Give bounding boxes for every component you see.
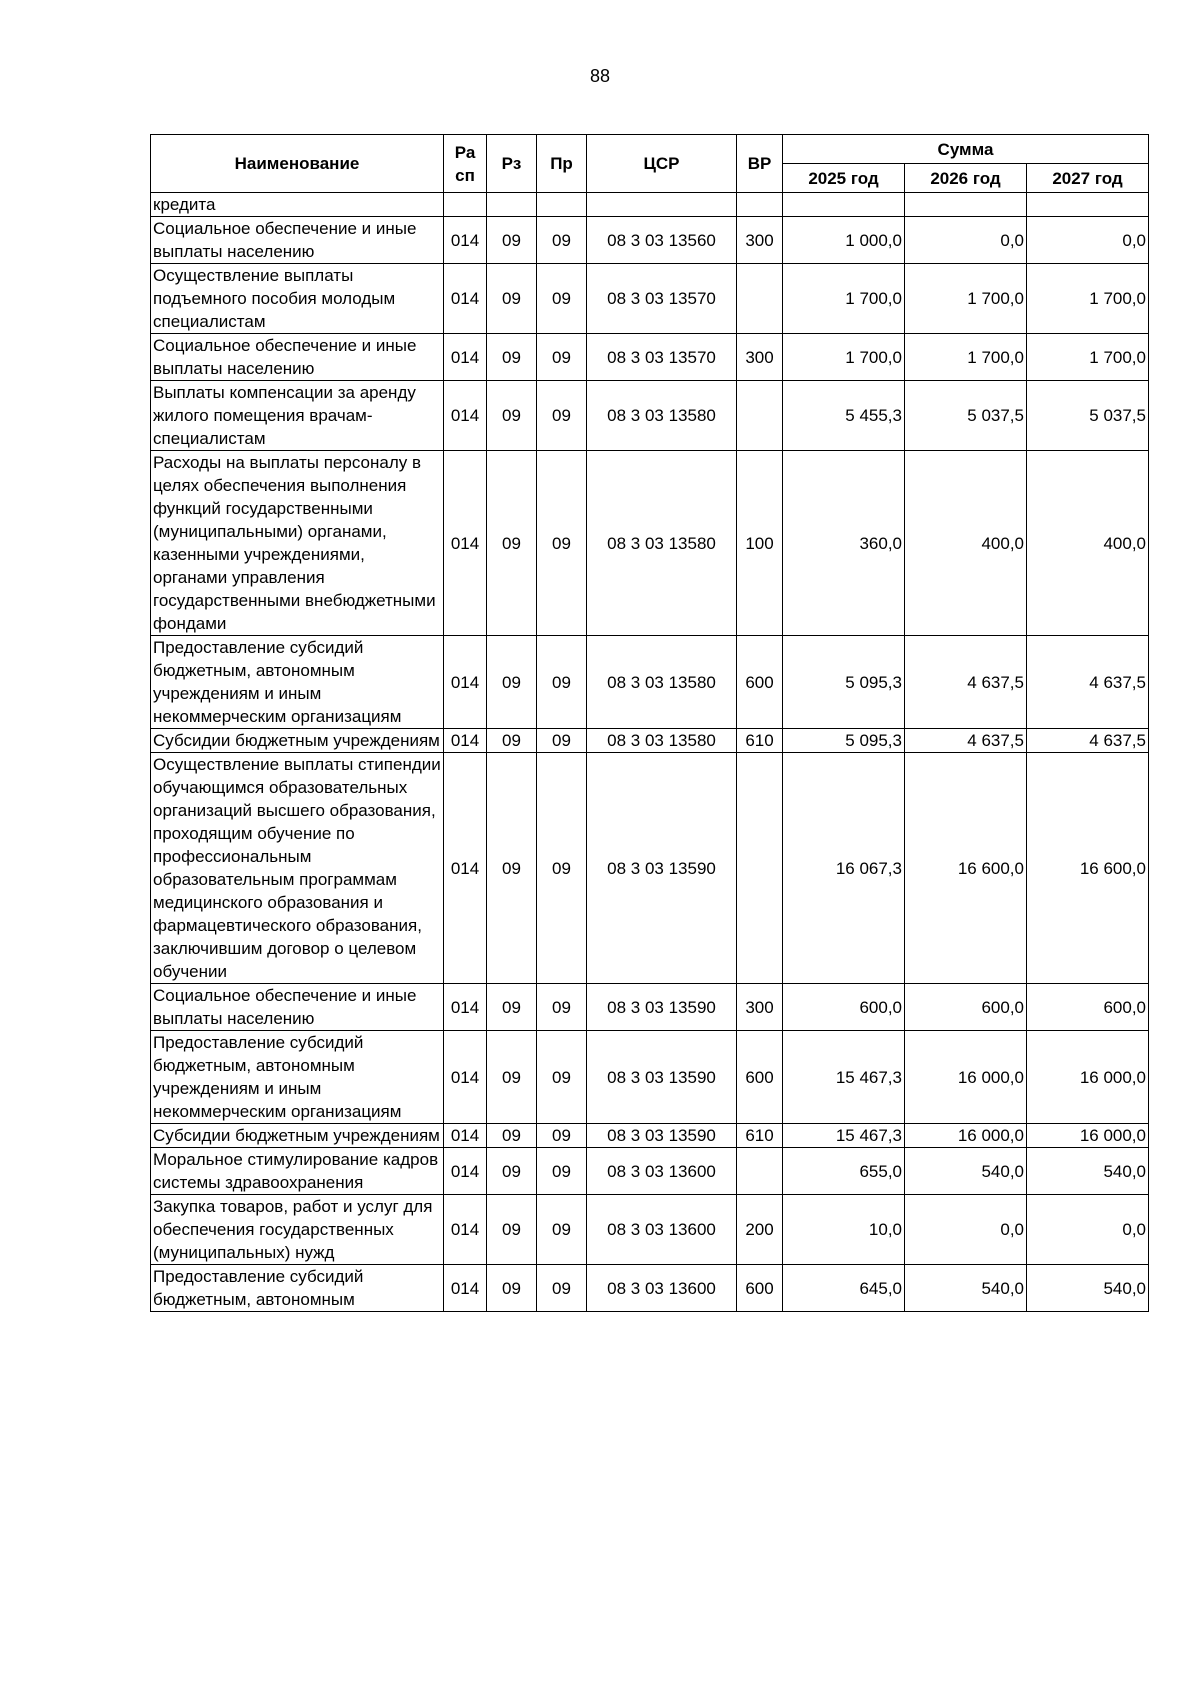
table-row xyxy=(151,984,1149,1031)
cell-name: Предоставление субсидий бюджетным, автономным учреждениям и иным некоммерческим организациям xyxy=(151,1031,444,1124)
cell-vr: 600 xyxy=(737,1031,783,1124)
cell-rz: 09 xyxy=(487,729,537,753)
cell-name: Осуществление выплаты стипендии обучающимся образовательных организаций высшего образования, проходящим обучение по профессиональным образовательным программам медицинского образования и фармацевтического образования, заключившим договор о целевом обучении xyxy=(151,753,444,984)
cell-name: Выплаты компенсации за аренду жилого помещения врачам-специалистам xyxy=(151,381,444,451)
cell-name: Субсидии бюджетным учреждениям xyxy=(151,729,444,753)
cell-rz: 09 xyxy=(487,1124,537,1148)
cell-2025: 360,0 xyxy=(783,451,905,636)
cell-pr: 09 xyxy=(537,451,587,636)
cell-2026: 5 037,5 xyxy=(905,381,1027,451)
cell-rasp: 014 xyxy=(444,1124,487,1148)
table-body xyxy=(151,193,1149,1312)
table-row xyxy=(151,1265,1149,1312)
header-csr: ЦСР xyxy=(587,135,737,193)
cell-vr: 200 xyxy=(737,1195,783,1265)
cell-name: Закупка товаров, работ и услуг для обеспечения государственных (муниципальных) нужд xyxy=(151,1195,444,1265)
table-row xyxy=(151,1124,1149,1148)
cell-name: Предоставление субсидий бюджетным, автономным xyxy=(151,1265,444,1312)
cell-csr: 08 3 03 13590 xyxy=(587,1031,737,1124)
cell-rz: 09 xyxy=(487,1148,537,1195)
table-row xyxy=(151,636,1149,729)
cell-csr: 08 3 03 13570 xyxy=(587,334,737,381)
cell-vr xyxy=(737,753,783,984)
cell-rasp: 014 xyxy=(444,334,487,381)
cell-2025: 5 455,3 xyxy=(783,381,905,451)
header-2027: 2027 год xyxy=(1027,164,1149,193)
cell-2027: 0,0 xyxy=(1027,217,1149,264)
cell-rz: 09 xyxy=(487,753,537,984)
cell-2027: 1 700,0 xyxy=(1027,334,1149,381)
cell-pr: 09 xyxy=(537,1265,587,1312)
page-number: 88 xyxy=(589,66,611,86)
cell-2027: 600,0 xyxy=(1027,984,1149,1031)
cell-rasp: 014 xyxy=(444,729,487,753)
cell-rz xyxy=(487,193,537,217)
cell-name: кредита xyxy=(151,193,444,217)
cell-vr: 600 xyxy=(737,636,783,729)
cell-rz: 09 xyxy=(487,451,537,636)
header-2026: 2026 год xyxy=(905,164,1027,193)
table-row xyxy=(151,1031,1149,1124)
cell-vr: 610 xyxy=(737,729,783,753)
cell-2025: 5 095,3 xyxy=(783,636,905,729)
cell-2026: 4 637,5 xyxy=(905,636,1027,729)
cell-csr: 08 3 03 13580 xyxy=(587,381,737,451)
cell-2025: 16 067,3 xyxy=(783,753,905,984)
table-row xyxy=(151,729,1149,753)
cell-2026: 1 700,0 xyxy=(905,334,1027,381)
cell-2026: 16 000,0 xyxy=(905,1031,1027,1124)
cell-pr: 09 xyxy=(537,1148,587,1195)
cell-name: Социальное обеспечение и иные выплаты населению xyxy=(151,217,444,264)
table-row xyxy=(151,217,1149,264)
cell-pr: 09 xyxy=(537,1031,587,1124)
table-row xyxy=(151,381,1149,451)
cell-csr: 08 3 03 13590 xyxy=(587,753,737,984)
budget-table xyxy=(150,134,1149,1312)
cell-2025: 15 467,3 xyxy=(783,1124,905,1148)
cell-rz: 09 xyxy=(487,217,537,264)
header-name: Наименование xyxy=(151,135,444,193)
cell-pr: 09 xyxy=(537,334,587,381)
table-row xyxy=(151,1148,1149,1195)
cell-rz: 09 xyxy=(487,1195,537,1265)
cell-csr: 08 3 03 13600 xyxy=(587,1265,737,1312)
cell-2025: 5 095,3 xyxy=(783,729,905,753)
cell-2025: 15 467,3 xyxy=(783,1031,905,1124)
cell-name: Осуществление выплаты подъемного пособия молодым специалистам xyxy=(151,264,444,334)
cell-pr: 09 xyxy=(537,264,587,334)
cell-rasp: 014 xyxy=(444,217,487,264)
cell-2027: 1 700,0 xyxy=(1027,264,1149,334)
cell-2025: 645,0 xyxy=(783,1265,905,1312)
cell-rz: 09 xyxy=(487,264,537,334)
cell-2025: 655,0 xyxy=(783,1148,905,1195)
cell-name: Расходы на выплаты персоналу в целях обеспечения выполнения функций государственными (муниципальными) органами, казенными учреждениями, органами управления государственными внебюджетными фондами xyxy=(151,451,444,636)
cell-pr: 09 xyxy=(537,753,587,984)
cell-name: Социальное обеспечение и иные выплаты населению xyxy=(151,984,444,1031)
cell-csr: 08 3 03 13600 xyxy=(587,1195,737,1265)
cell-rasp: 014 xyxy=(444,753,487,984)
header-2025: 2025 год xyxy=(783,164,905,193)
cell-2025: 1 700,0 xyxy=(783,334,905,381)
cell-pr: 09 xyxy=(537,217,587,264)
cell-2026: 16 600,0 xyxy=(905,753,1027,984)
cell-2026: 1 700,0 xyxy=(905,264,1027,334)
cell-2025: 1 700,0 xyxy=(783,264,905,334)
cell-2026: 0,0 xyxy=(905,1195,1027,1265)
cell-2025: 10,0 xyxy=(783,1195,905,1265)
cell-rasp: 014 xyxy=(444,264,487,334)
cell-2027: 16 000,0 xyxy=(1027,1124,1149,1148)
cell-name: Социальное обеспечение и иные выплаты населению xyxy=(151,334,444,381)
cell-2026: 4 637,5 xyxy=(905,729,1027,753)
table-row xyxy=(151,193,1149,217)
cell-2027 xyxy=(1027,193,1149,217)
cell-vr xyxy=(737,264,783,334)
cell-vr: 100 xyxy=(737,451,783,636)
table-row xyxy=(151,1195,1149,1265)
cell-2025 xyxy=(783,193,905,217)
header-vr: ВР xyxy=(737,135,783,193)
cell-2027: 540,0 xyxy=(1027,1148,1149,1195)
table-row xyxy=(151,753,1149,984)
cell-2027: 4 637,5 xyxy=(1027,636,1149,729)
header-rasp: Ра сп xyxy=(444,135,487,193)
cell-rasp xyxy=(444,193,487,217)
cell-csr: 08 3 03 13580 xyxy=(587,451,737,636)
cell-2027: 16 600,0 xyxy=(1027,753,1149,984)
cell-rz: 09 xyxy=(487,1031,537,1124)
cell-2026: 400,0 xyxy=(905,451,1027,636)
cell-rasp: 014 xyxy=(444,636,487,729)
cell-csr: 08 3 03 13580 xyxy=(587,729,737,753)
header-rz: Рз xyxy=(487,135,537,193)
cell-vr: 300 xyxy=(737,334,783,381)
cell-vr xyxy=(737,381,783,451)
header-sum: Сумма xyxy=(783,135,1149,164)
cell-vr: 300 xyxy=(737,984,783,1031)
cell-rasp: 014 xyxy=(444,381,487,451)
cell-2026: 540,0 xyxy=(905,1148,1027,1195)
cell-2026: 0,0 xyxy=(905,217,1027,264)
cell-rz: 09 xyxy=(487,334,537,381)
cell-vr: 610 xyxy=(737,1124,783,1148)
cell-2027: 5 037,5 xyxy=(1027,381,1149,451)
cell-2027: 4 637,5 xyxy=(1027,729,1149,753)
cell-rasp: 014 xyxy=(444,1031,487,1124)
cell-2026: 16 000,0 xyxy=(905,1124,1027,1148)
cell-rz: 09 xyxy=(487,984,537,1031)
cell-vr xyxy=(737,193,783,217)
cell-csr: 08 3 03 13570 xyxy=(587,264,737,334)
cell-2025: 1 000,0 xyxy=(783,217,905,264)
cell-csr: 08 3 03 13560 xyxy=(587,217,737,264)
cell-rasp: 014 xyxy=(444,1195,487,1265)
cell-vr: 600 xyxy=(737,1265,783,1312)
cell-pr xyxy=(537,193,587,217)
cell-pr: 09 xyxy=(537,1195,587,1265)
header-pr: Пр xyxy=(537,135,587,193)
table-row xyxy=(151,334,1149,381)
cell-rasp: 014 xyxy=(444,451,487,636)
cell-rasp: 014 xyxy=(444,1265,487,1312)
cell-name: Моральное стимулирование кадров системы здравоохранения xyxy=(151,1148,444,1195)
cell-2026 xyxy=(905,193,1027,217)
cell-csr xyxy=(587,193,737,217)
cell-2027: 540,0 xyxy=(1027,1265,1149,1312)
table-row xyxy=(151,451,1149,636)
cell-pr: 09 xyxy=(537,984,587,1031)
cell-rz: 09 xyxy=(487,381,537,451)
cell-2025: 600,0 xyxy=(783,984,905,1031)
cell-vr xyxy=(737,1148,783,1195)
cell-csr: 08 3 03 13600 xyxy=(587,1148,737,1195)
cell-csr: 08 3 03 13590 xyxy=(587,984,737,1031)
cell-csr: 08 3 03 13580 xyxy=(587,636,737,729)
cell-vr: 300 xyxy=(737,217,783,264)
table-header xyxy=(151,135,1149,193)
cell-csr: 08 3 03 13590 xyxy=(587,1124,737,1148)
cell-2027: 400,0 xyxy=(1027,451,1149,636)
cell-rasp: 014 xyxy=(444,984,487,1031)
cell-rz: 09 xyxy=(487,1265,537,1312)
cell-pr: 09 xyxy=(537,1124,587,1148)
cell-2026: 540,0 xyxy=(905,1265,1027,1312)
cell-2027: 16 000,0 xyxy=(1027,1031,1149,1124)
cell-rz: 09 xyxy=(487,636,537,729)
cell-2027: 0,0 xyxy=(1027,1195,1149,1265)
cell-name: Предоставление субсидий бюджетным, автономным учреждениям и иным некоммерческим организациям xyxy=(151,636,444,729)
cell-rasp: 014 xyxy=(444,1148,487,1195)
cell-pr: 09 xyxy=(537,636,587,729)
cell-name: Субсидии бюджетным учреждениям xyxy=(151,1124,444,1148)
cell-2026: 600,0 xyxy=(905,984,1027,1031)
cell-pr: 09 xyxy=(537,729,587,753)
table-row xyxy=(151,264,1149,334)
cell-pr: 09 xyxy=(537,381,587,451)
